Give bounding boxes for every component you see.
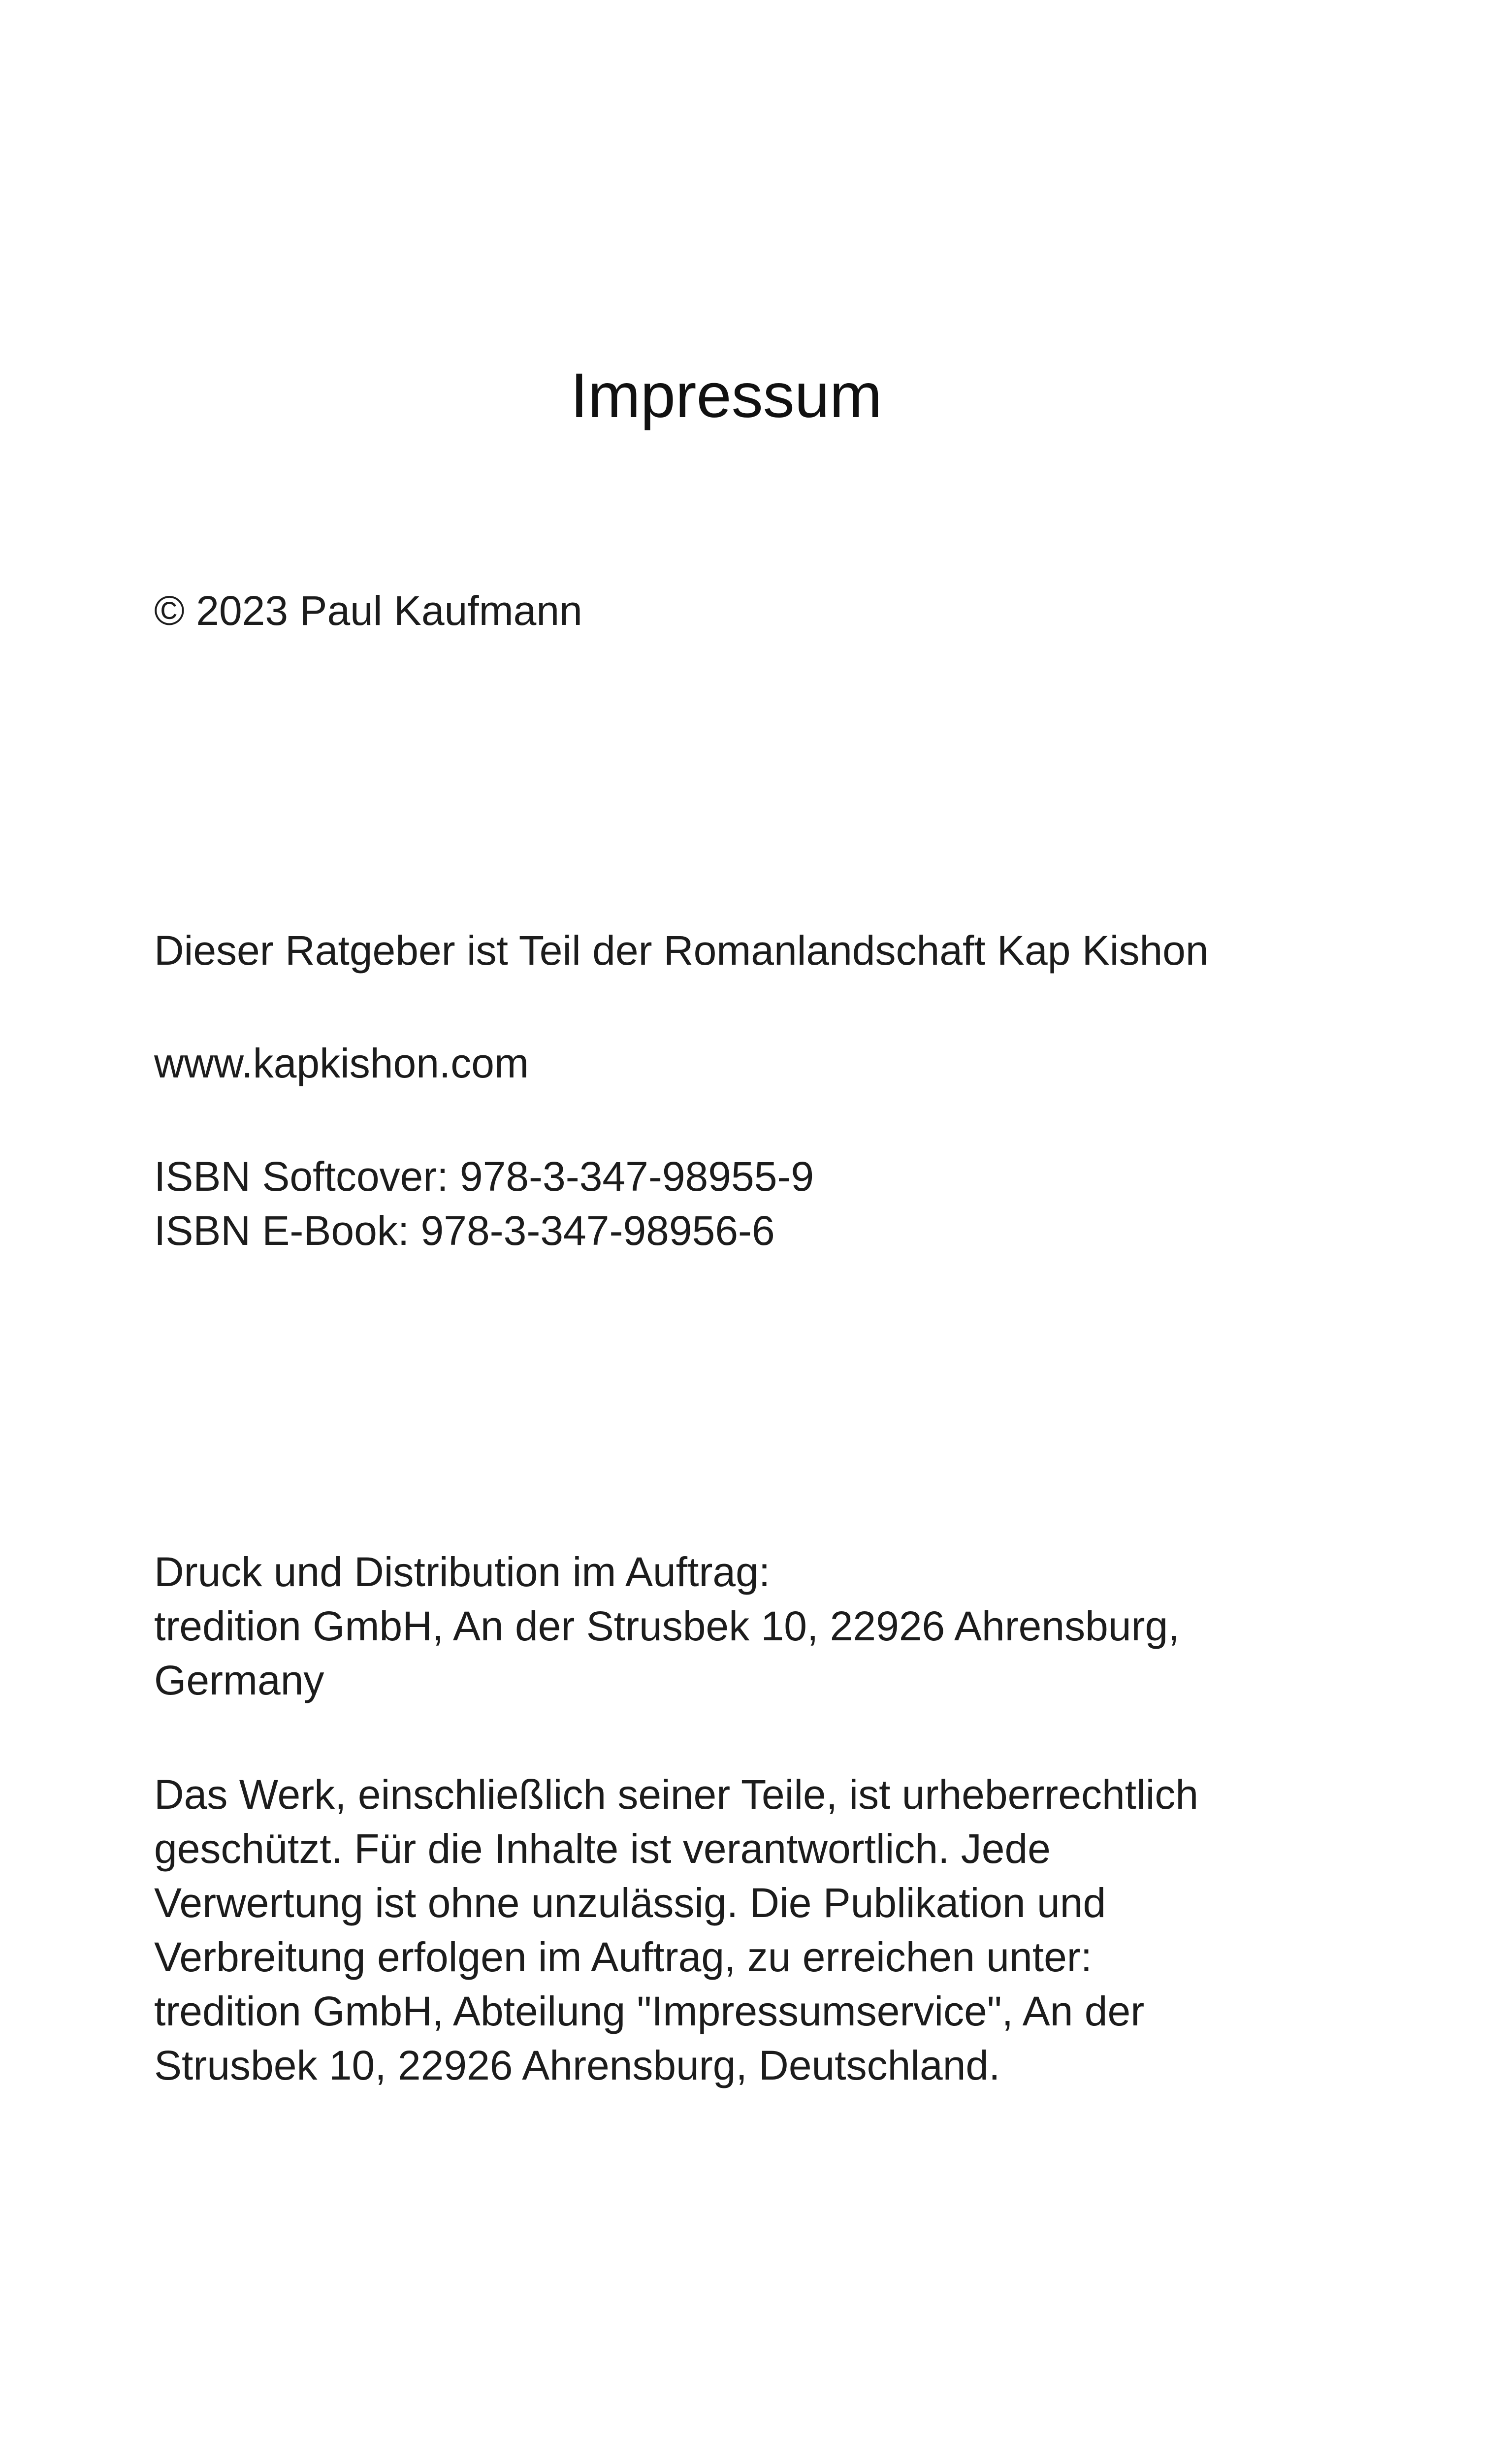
page-title: Impressum [570, 360, 882, 431]
printing-info [154, 1545, 1365, 1707]
legal-line: Verwertung ist ohne unzulässig. Die Publikation und [154, 1880, 1106, 1926]
copyright-text: © 2023 Paul Kaufmann [154, 587, 582, 634]
isbn-softcover: ISBN Softcover: 978-3-347-98955-9 [154, 1153, 814, 1200]
legal-line: Verbreitung erfolgen im Auftrag, zu erreichen unter: [154, 1934, 1093, 1980]
legal-notice [154, 1767, 1365, 2092]
series-note [154, 923, 1365, 977]
legal-line: Das Werk, einschließlich seiner Teile, ist urheberrechtlich [154, 1771, 1199, 1818]
copyright-notice [154, 584, 1365, 638]
legal-line: Strusbek 10, 22926 Ahrensburg, Deutschland. [154, 2042, 1000, 2088]
isbn-info [154, 1149, 1365, 1258]
printing-address-line1: tredition GmbH, An der Strusbek 10, 22926 Ahrensburg, [154, 1603, 1180, 1649]
website [154, 1036, 1365, 1090]
website-url: www.kapkishon.com [154, 1040, 529, 1086]
legal-line: tredition GmbH, Abteilung "Impressumservice", An der [154, 1988, 1145, 2034]
printing-address-line2: Germany [154, 1657, 324, 1703]
isbn-ebook: ISBN E-Book: 978-3-347-98956-6 [154, 1207, 775, 1254]
printing-heading: Druck und Distribution im Auftrag: [154, 1549, 771, 1595]
legal-line: geschützt. Für die Inhalte ist verantwortlich. Jede [154, 1825, 1051, 1872]
series-note-text: Dieser Ratgeber ist Teil der Romanlandschaft Kap Kishon [154, 927, 1209, 974]
